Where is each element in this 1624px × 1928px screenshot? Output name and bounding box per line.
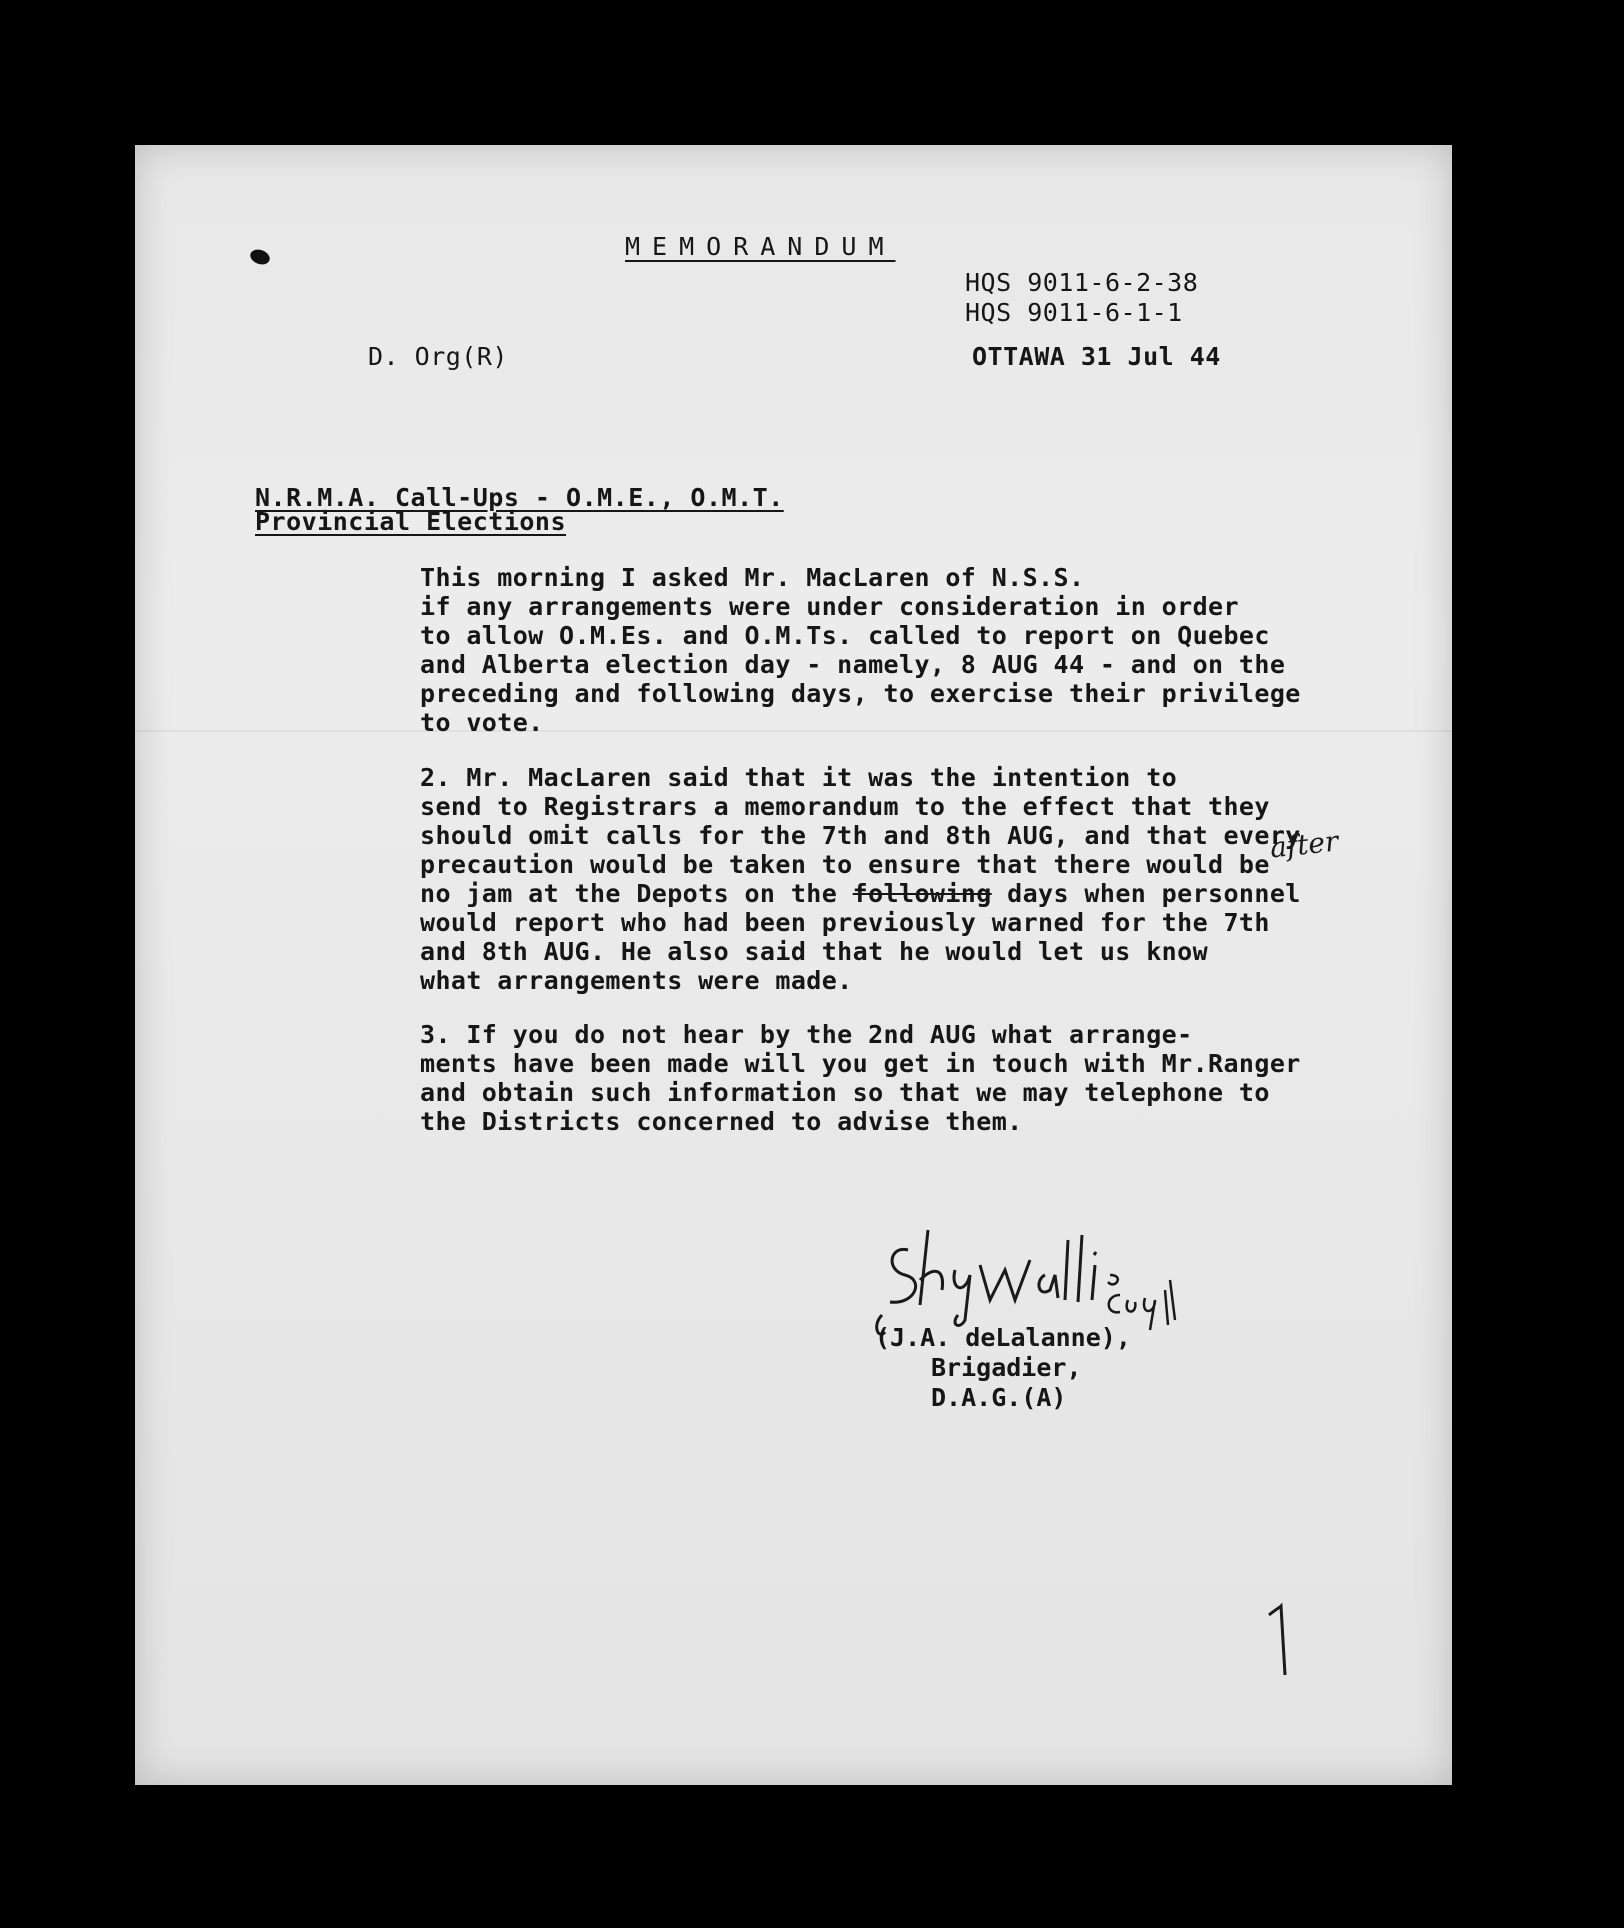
- paragraph-1-line: to allow O.M.Es. and O.M.Ts. called to report on Quebec: [420, 621, 1270, 650]
- paragraph-2-line: would report who had been previously warned for the 7th: [420, 908, 1270, 937]
- struck-word: following: [852, 879, 992, 908]
- handwritten-signature: [870, 1220, 1190, 1340]
- paragraph-2-line: 2. Mr. MacLaren said that it was the intention to: [420, 763, 1178, 792]
- subject-line-2: Provincial Elections: [255, 507, 567, 536]
- handwritten-insertion: after: [1268, 824, 1340, 865]
- fold-line: [135, 730, 1452, 732]
- paragraph-3-line: ments have been made will you get in touch with Mr.Ranger: [420, 1049, 1301, 1078]
- paragraph-1-line: and Alberta election day - namely, 8 AUG 44 - and on the: [420, 650, 1286, 679]
- paragraph-3-line: 3. If you do not hear by the 2nd AUG what arrange-: [420, 1020, 1193, 1049]
- paragraph-2-line: and 8th AUG. He also said that he would let us know: [420, 937, 1209, 966]
- paragraph-1-line: This morning I asked Mr. MacLaren of N.S.S.: [420, 563, 1085, 592]
- paragraph-2-line: send to Registrars a memorandum to the effect that they: [420, 792, 1270, 821]
- signatory-rank: Brigadier,: [931, 1353, 1082, 1382]
- addressee: D. Org(R): [368, 342, 508, 371]
- file-reference-2: HQS 9011-6-1-1: [965, 298, 1183, 327]
- paragraph-1-line: to vote.: [420, 708, 544, 737]
- paragraph-1-line: preceding and following days, to exercise their privilege: [420, 679, 1301, 708]
- paragraph-3-line: the Districts concerned to advise them.: [420, 1107, 1023, 1136]
- memo-page: [135, 145, 1452, 1785]
- place-date: OTTAWA 31 Jul 44: [972, 342, 1221, 371]
- punch-hole-mark: [248, 247, 272, 267]
- subject-line-1: N.R.M.A. Call-Ups - O.M.E., O.M.T.: [255, 483, 784, 512]
- file-reference-1: HQS 9011-6-2-38: [965, 268, 1199, 297]
- line-segment: days when personnel: [991, 879, 1301, 908]
- paragraph-2-line: precaution would be taken to ensure that there would be: [420, 850, 1270, 879]
- paragraph-2-line: should omit calls for the 7th and 8th AUG, and that every: [420, 821, 1301, 850]
- paragraph-2-line-with-correction: [420, 879, 1301, 909]
- signatory-appointment: D.A.G.(A): [931, 1383, 1067, 1412]
- paragraph-3-line: and obtain such information so that we may telephone to: [420, 1078, 1270, 1107]
- memo-title: MEMORANDUM: [625, 232, 896, 261]
- line-segment: no jam at the Depots on the: [420, 879, 853, 908]
- paragraph-1-line: if any arrangements were under consideration in order: [420, 592, 1239, 621]
- handwritten-page-number: [1265, 1600, 1295, 1680]
- signatory-name: (J.A. deLalanne),: [875, 1323, 1131, 1352]
- paragraph-2-line: what arrangements were made.: [420, 966, 853, 995]
